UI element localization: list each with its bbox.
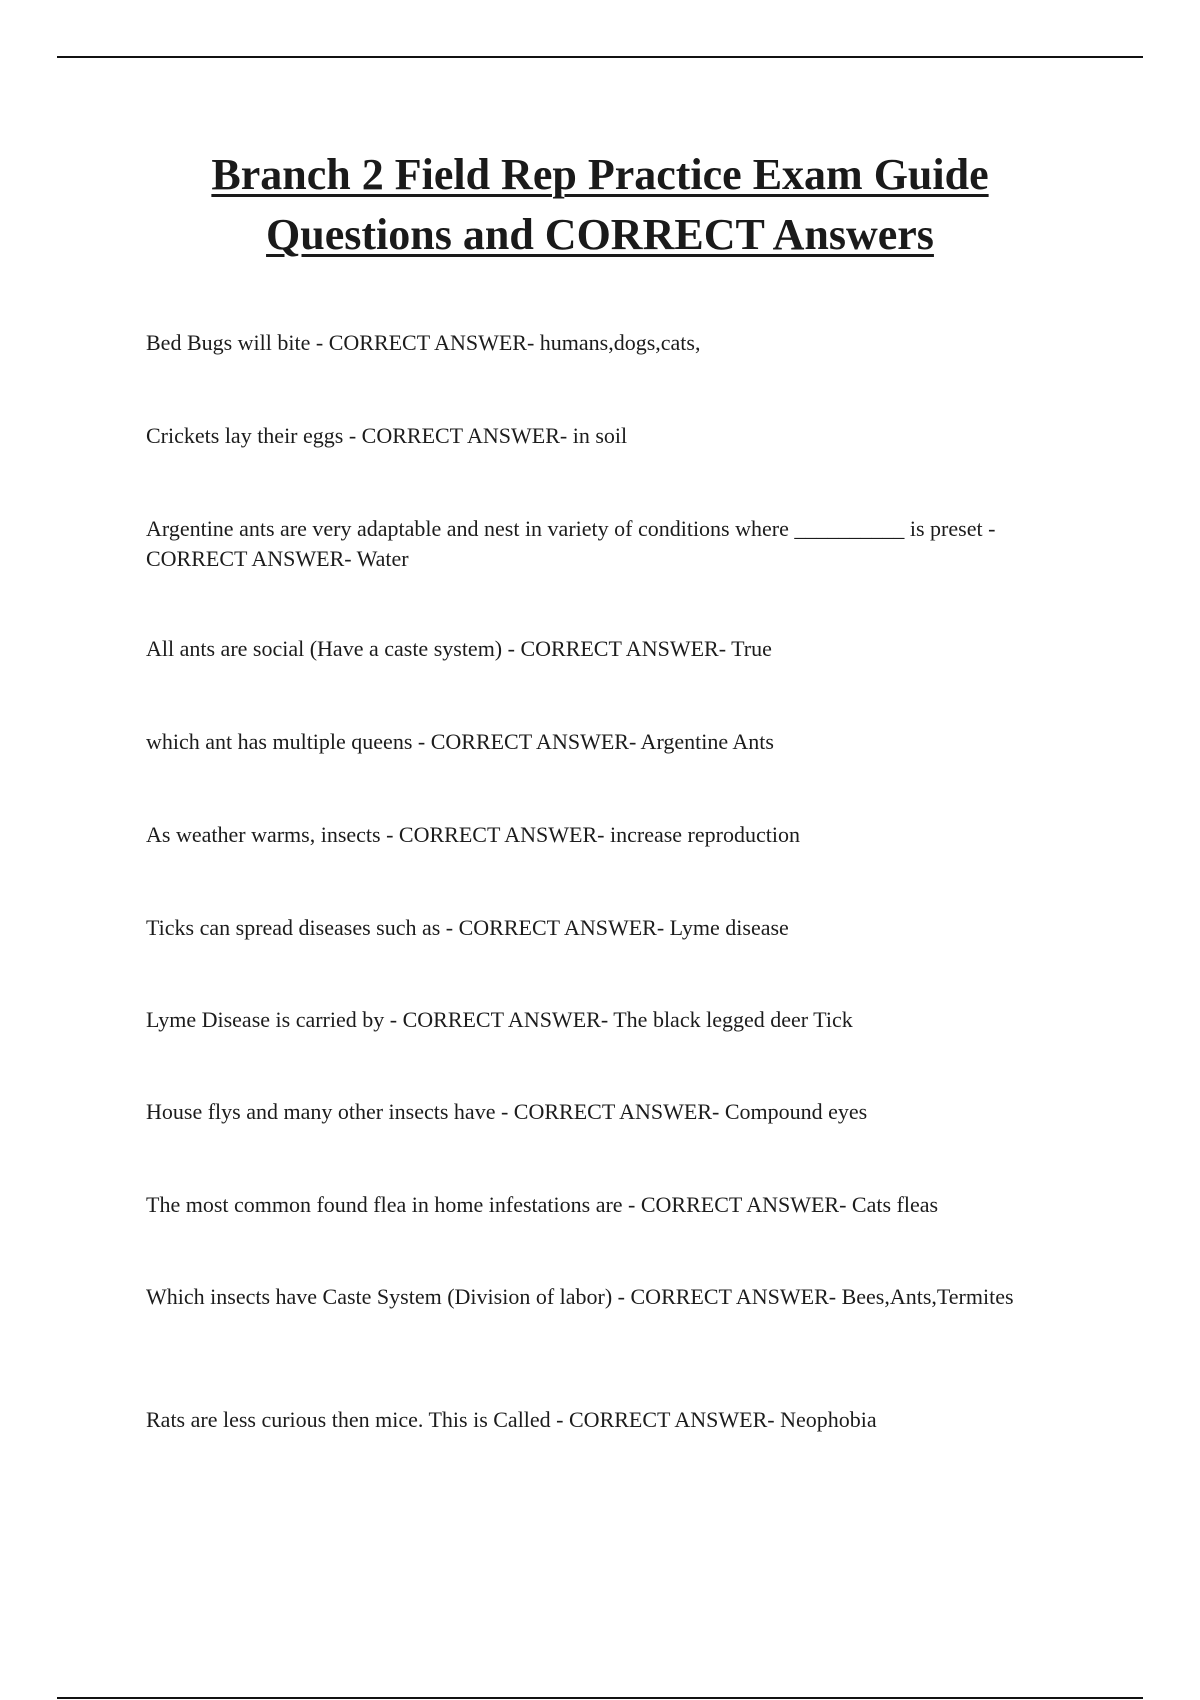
bottom-rule xyxy=(57,1697,1143,1699)
qa-item-ticks-diseases: Ticks can spread diseases such as - CORRECT ANSWER- Lyme disease xyxy=(146,915,789,940)
qa-item-argentine-ants-water: Argentine ants are very adaptable and nest in variety of conditions where __________ is preset - CORRECT ANSWER- Water xyxy=(146,516,996,571)
qa-item-weather-warms: As weather warms, insects - CORRECT ANSWER- increase reproduction xyxy=(146,822,800,847)
qa-item-caste-system: Which insects have Caste System (Division of labor) - CORRECT ANSWER- Bees,Ants,Termites xyxy=(146,1284,1014,1309)
qa-item-multiple-queens: which ant has multiple queens - CORRECT ANSWER- Argentine Ants xyxy=(146,729,774,754)
title-line-1: Branch 2 Field Rep Practice Exam Guide xyxy=(211,150,989,199)
title-line-2: Questions and CORRECT Answers xyxy=(266,210,934,259)
qa-item-bed-bugs: Bed Bugs will bite - CORRECT ANSWER- humans,dogs,cats, xyxy=(146,330,701,355)
qa-item-crickets: Crickets lay their eggs - CORRECT ANSWER- in soil xyxy=(146,423,628,448)
qa-item-lyme-disease: Lyme Disease is carried by - CORRECT ANSWER- The black legged deer Tick xyxy=(146,1007,853,1032)
qa-item-common-flea: The most common found flea in home infestations are - CORRECT ANSWER- Cats fleas xyxy=(146,1192,939,1217)
qa-item-neophobia: Rats are less curious then mice. This is Called - CORRECT ANSWER- Neophobia xyxy=(146,1407,877,1432)
qa-item-compound-eyes: House flys and many other insects have - CORRECT ANSWER- Compound eyes xyxy=(146,1099,868,1124)
qa-item-ants-social: All ants are social (Have a caste system) - CORRECT ANSWER- True xyxy=(146,636,772,661)
